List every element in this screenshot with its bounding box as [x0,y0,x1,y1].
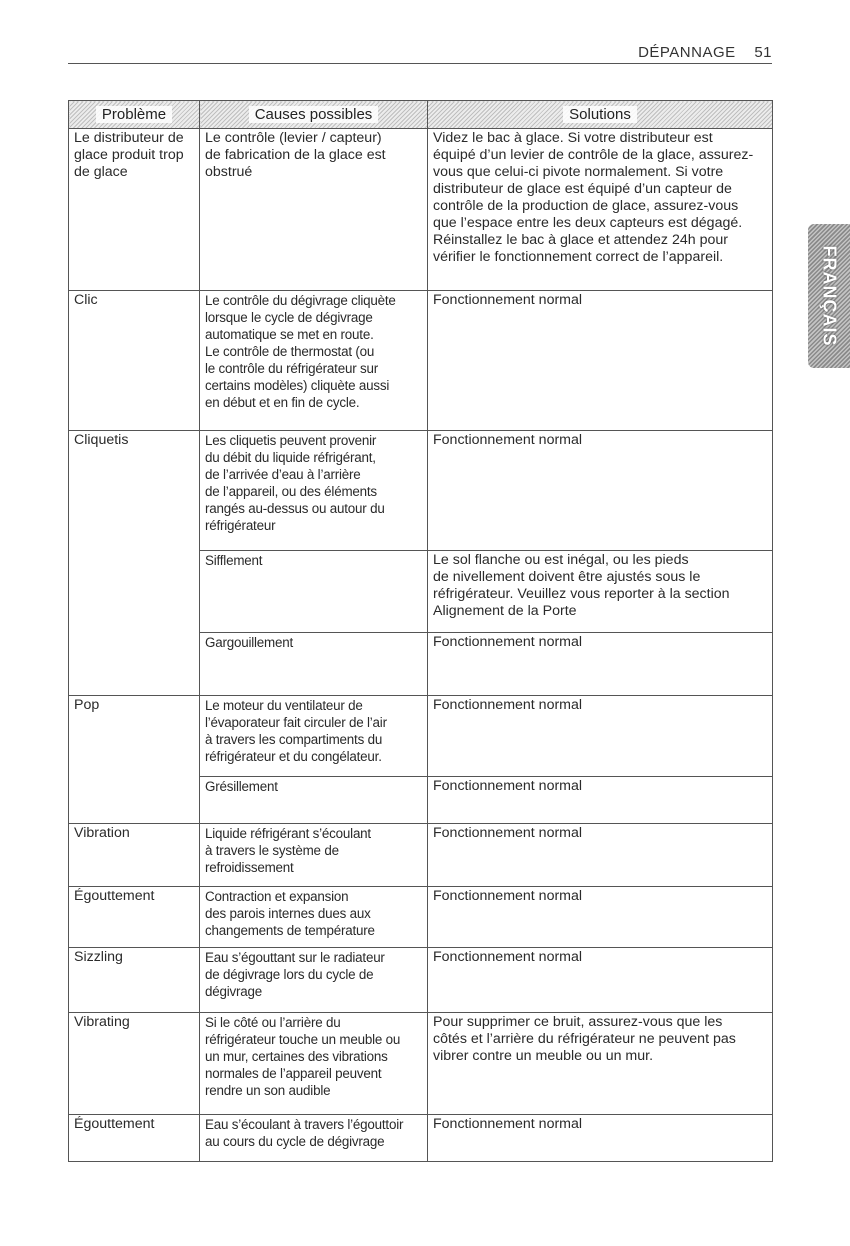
solution-cell: Fonctionnement normal [428,696,773,777]
cause-cell: Liquide réfrigérant s’écoulant à travers le système de refroidissement [200,824,428,887]
table-header-row [69,101,773,129]
language-tab-label: FRANÇAIS [819,245,840,347]
column-header-solutions: Solutions [428,101,773,129]
cause-cell: Gargouillement [200,633,428,696]
problem-cell: Vibrating [69,1013,200,1115]
cause-cell: Contraction et expansion des parois internes dues aux changements de température [200,887,428,948]
table-row [69,887,773,948]
table-row [69,1013,773,1115]
problem-cell: Cliquetis [69,431,200,696]
cause-cell: Le contrôle du dégivrage cliquète lorsque le cycle de dégivrage automatique se met en route. Le contrôle de thermostat (ou le contrôle du réfrigérateur sur certains modèles) cliquète aussi en début et en fin de cycle. [200,291,428,431]
solution-cell: Fonctionnement normal [428,777,773,824]
section-title: DÉPANNAGE [638,44,736,61]
problem-cell: Égouttement [69,1115,200,1162]
cause-cell: Le contrôle (levier / capteur) de fabrication de la glace est obstrué [200,129,428,291]
header-rule [68,63,772,64]
solution-cell: Fonctionnement normal [428,431,773,551]
cause-cell: Si le côté ou l’arrière du réfrigérateur touche un meuble ou un mur, certaines des vibrations normales de l’appareil peuvent rendre un son audible [200,1013,428,1115]
troubleshooting-table [68,100,773,1162]
running-header [68,44,772,61]
cause-cell: Eau s’écoulant à travers l’égouttoir au cours du cycle de dégivrage [200,1115,428,1162]
table-row [69,431,773,551]
cause-cell: Les cliquetis peuvent provenir du débit du liquide réfrigérant, de l’arrivée d’eau à l’arrière de l’appareil, ou des éléments rangés au-dessus ou autour du réfrigérateur [200,431,428,551]
table-row [69,824,773,887]
table-row [69,948,773,1013]
solution-cell: Fonctionnement normal [428,633,773,696]
solution-cell: Fonctionnement normal [428,887,773,948]
page-number: 51 [754,44,772,61]
solution-cell: Fonctionnement normal [428,291,773,431]
solution-cell: Le sol flanche ou est inégal, ou les pieds de nivellement doivent être ajustés sous le réfrigérateur. Veuillez vous reporter à la section Alignement de la Porte [428,551,773,633]
column-header-problem: Problème [69,101,200,129]
problem-cell: Vibration [69,824,200,887]
problem-cell: Pop [69,696,200,824]
problem-cell: Égouttement [69,887,200,948]
cause-cell: Eau s’égouttant sur le radiateur de dégivrage lors du cycle de dégivrage [200,948,428,1013]
solution-cell: Fonctionnement normal [428,948,773,1013]
table-row [69,1115,773,1162]
table-row [69,291,773,431]
solution-cell: Fonctionnement normal [428,824,773,887]
cause-cell: Le moteur du ventilateur de l’évaporateur fait circuler de l’air à travers les compartiments du réfrigérateur et du congélateur. [200,696,428,777]
problem-cell: Clic [69,291,200,431]
column-header-causes: Causes possibles [200,101,428,129]
table-row [69,129,773,291]
cause-cell: Grésillement [200,777,428,824]
table-row [69,696,773,777]
problem-cell: Sizzling [69,948,200,1013]
solution-cell: Fonctionnement normal [428,1115,773,1162]
solution-cell: Videz le bac à glace. Si votre distributeur est équipé d’un levier de contrôle de la glace, assurez- vous que celui-ci pivote normalement. Si votre distributeur de glace est équipé d’un capteur de contrôle de la production de glace, assurez-vous que l’espace entre les deux capteurs est dégagé. Réinstallez le bac à glace et attendez 24h pour vérifier le fonctionnement correct de l’appareil. [428,129,773,291]
problem-cell: Le distributeur de glace produit trop de glace [69,129,200,291]
solution-cell: Pour supprimer ce bruit, assurez-vous que les côtés et l’arrière du réfrigérateur ne peuvent pas vibrer contre un meuble ou un mur. [428,1013,773,1115]
language-tab [808,224,850,368]
cause-cell: Sifflement [200,551,428,633]
